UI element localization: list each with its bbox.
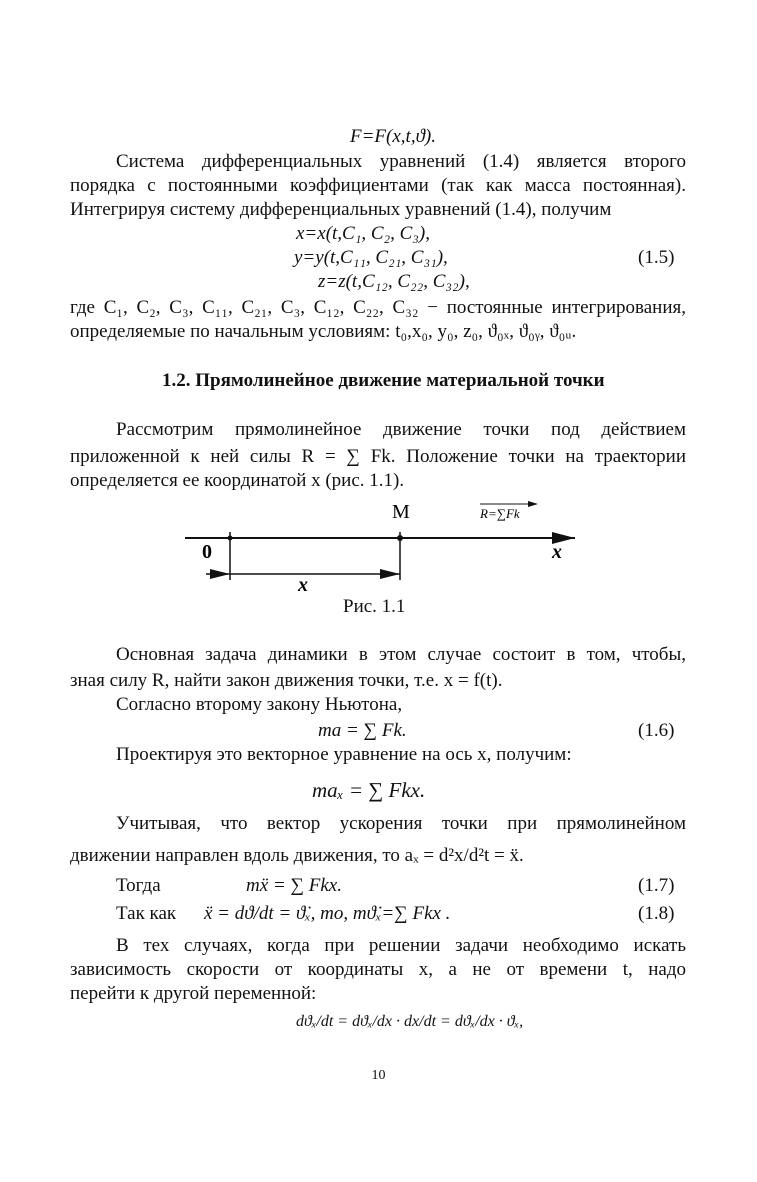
equation-lead: Тогда [116, 875, 161, 896]
paragraph-line: зависимость скорости от координаты x, а не от времени t, надо [70, 959, 686, 980]
equation-number: (1.8) [638, 903, 675, 924]
label-m: M [392, 501, 410, 523]
equation-1-6: ma = ∑ Fk. [318, 720, 407, 741]
equation-x: x=x(t,C₁, C₂, C₃), [296, 223, 430, 244]
paragraph-line: Система дифференциальных уравнений (1.4) является второго [116, 151, 686, 172]
figure-1-1 [180, 496, 580, 596]
dimension-arrow-left [210, 569, 230, 579]
paragraph-line: определяется ее координатой x (рис. 1.1). [70, 470, 405, 491]
equation-y: y=y(t,C₁₁, C₂₁, C₃₁), [294, 247, 448, 268]
paragraph-line: Основная задача динамики в этом случае состоит в том, чтобы, [116, 644, 686, 665]
equation-lead: Так как [116, 903, 177, 924]
paragraph-line: Проектируя это векторное уравнение на ось x, получим: [116, 744, 572, 765]
label-x-dim: x [298, 574, 308, 596]
paragraph-line: приложенной к ней силы R = ∑ Fk. Положение точки на траектории [70, 446, 686, 467]
force-vector-arrow [528, 501, 538, 507]
point-m [397, 535, 403, 541]
figure-caption: Рис. 1.1 [343, 596, 406, 617]
equation-1-8: ẍ = dϑ/dt = ϑ̇ₓ, то, mϑ̇ₓ=∑ Fkx . [204, 903, 451, 924]
equation-number: (1.6) [638, 720, 675, 741]
equation-z: z=z(t,C₁₂, C₂₂, C₃₂), [318, 271, 470, 292]
paragraph-line: определяемые по начальным условиям: t₀,x₀, y₀, z₀, ϑ₀ₓ, ϑ₀ᵧ, ϑ₀ᵤ. [70, 321, 577, 342]
dimension-arrow-right [380, 569, 400, 579]
paragraph-line: Интегрируя систему дифференциальных уравнений (1.4), получим [70, 199, 612, 220]
equation-1-7: mẍ = ∑ Fkx. [246, 875, 342, 896]
label-x-axis: x [552, 541, 562, 563]
paragraph-line: зная силу R, найти закон движения точки, т.е. x = f(t). [70, 670, 503, 691]
paragraph-line: Учитывая, что вектор ускорения точки при прямолинейном [116, 813, 686, 834]
equation-f: F=F(x,t,ϑ). [350, 126, 436, 147]
paragraph-line: где C₁, C₂, C₃, C₁₁, C₂₁, C₃, C₁₂, C₂₂, C₃₂ − постоянные интегрирования, [70, 297, 686, 318]
paragraph-line: В тех случаях, когда при решении задачи необходимо искать [116, 935, 686, 956]
paragraph-line: Рассмотрим прямолинейное движение точки под действием [116, 419, 686, 440]
paragraph-line: Согласно второму закону Ньютона, [116, 694, 403, 715]
origin-point [228, 536, 233, 541]
equation-max: maₓ = ∑ Fkx. [312, 778, 426, 802]
label-origin: 0 [202, 541, 212, 563]
paragraph-line: перейти к другой переменной: [70, 983, 317, 1004]
equation-number: (1.5) [638, 247, 675, 268]
paragraph-line: порядка с постоянными коэффициентами (так как масса постоянная). [70, 175, 686, 196]
section-title: 1.2. Прямолинейное движение материальной точки [162, 370, 605, 391]
paragraph-line: движении направлен вдоль движения, то aₓ = d²x/d²t = ẍ. [70, 845, 524, 866]
equation-final: dϑₓ/dt = dϑₓ/dx · dx/dt = dϑₓ/dx · ϑₓ, [296, 1013, 524, 1030]
label-force: R=∑Fk [480, 506, 520, 521]
equation-number: (1.7) [638, 875, 675, 896]
page-number: 10 [371, 1068, 386, 1083]
